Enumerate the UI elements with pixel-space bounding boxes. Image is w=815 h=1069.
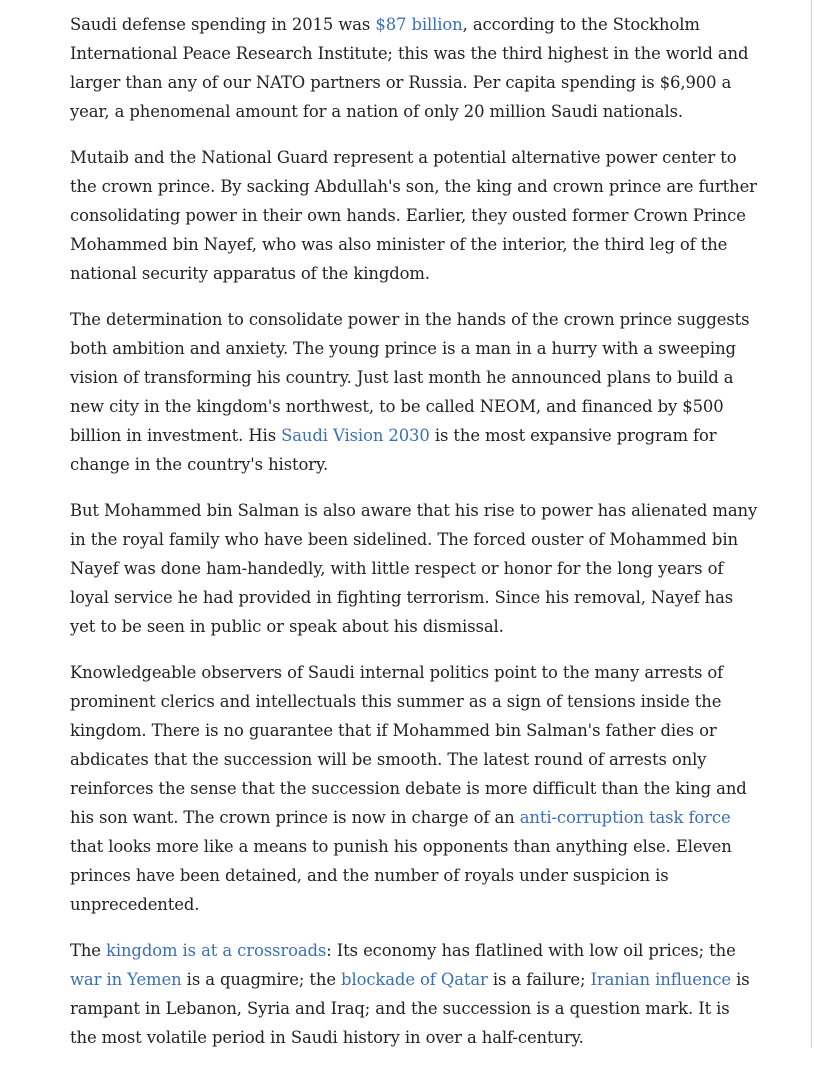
- text-segment: that looks more like a means to punish his opponents than anything else. Eleven princes have been detained, and the number of royals under suspicion is unprecedented.: [70, 837, 732, 914]
- text-segment: Knowledgeable observers of Saudi internal politics point to the many arrests of prominent clerics and intellectuals this summer as a sign of tensions inside the kingdom. There is no guarantee that if Mohammed bin Salman's father dies or abdicates that the succession will be smooth. The latest round of arrests only reinforces the sense that the succession debate is more difficult than the king and his son want. The crown prince is now in charge of an: [70, 663, 747, 827]
- paragraph-royal-family: [70, 496, 760, 641]
- link-iranian-influence[interactable]: Iranian influence: [590, 970, 732, 989]
- text-segment: The: [70, 941, 106, 960]
- text-segment: The determination to consolidate power in the hands of the crown prince suggests both ambition and anxiety. The young prince is a man in a hurry with a sweeping vision of transforming his country. Just last month he announced plans to build a new city in the kingdom's northwest, to be called NEOM, and financed by $500 billion in investment. His: [70, 310, 750, 445]
- text-segment: Mutaib and the National Guard represent a potential alternative power center to the crown prince. By sacking Abdullah's son, the king and crown prince are further consolidating power in their own hands. Earlier, they ousted former Crown Prince Mohammed bin Nayef, who was also minister of the interior, the third leg of the national security apparatus of the kingdom.: [70, 148, 757, 283]
- text-segment: But Mohammed bin Salman is also aware that his rise to power has alienated many in the royal family who have been sidelined. The forced ouster of Mohammed bin Nayef was done ham-handedly, with little respect or honor for the long years of loyal service he had provided in fighting terrorism. Since his removal, Nayef has yet to be seen in public or speak about his dismissal.: [70, 501, 758, 636]
- paragraph-national-guard: [70, 143, 760, 288]
- text-segment: Saudi defense spending in 2015 was: [70, 15, 376, 34]
- paragraph-consolidate-power: [70, 305, 760, 479]
- link-87-billion[interactable]: $87 billion: [375, 15, 463, 34]
- text-segment: : Its economy has flatlined with low oil prices; the: [326, 941, 736, 960]
- link-blockade-of-qatar[interactable]: blockade of Qatar: [341, 970, 488, 989]
- text-segment: is a quagmire; the: [181, 970, 342, 989]
- text-segment: is a failure;: [487, 970, 591, 989]
- paragraph-crossroads: [70, 936, 760, 1052]
- link-kingdom-at-crossroads[interactable]: kingdom is at a crossroads: [106, 941, 327, 960]
- text-segment: , according to the Stockholm International Peace Research Institute; this was the third highest in the world and larger than any of our NATO partners or Russia. Per capita spending is $6,900 a year, a phenomenal amount for a nation of only 20 million Saudi nationals.: [70, 15, 749, 121]
- link-saudi-vision-2030[interactable]: Saudi Vision 2030: [281, 426, 430, 445]
- link-war-in-yemen[interactable]: war in Yemen: [70, 970, 182, 989]
- text-segment: is the most expansive program for change in the country's history.: [70, 426, 717, 474]
- article-body: [70, 10, 760, 1069]
- paragraph-internal-politics: [70, 658, 760, 919]
- paragraph-defense-spending: [70, 10, 760, 126]
- link-anti-corruption-task-force[interactable]: anti-corruption task force: [519, 808, 731, 827]
- text-segment: is rampant in Lebanon, Syria and Iraq; and the succession is a question mark. It is the most volatile period in Saudi history in over a half-century.: [70, 970, 750, 1047]
